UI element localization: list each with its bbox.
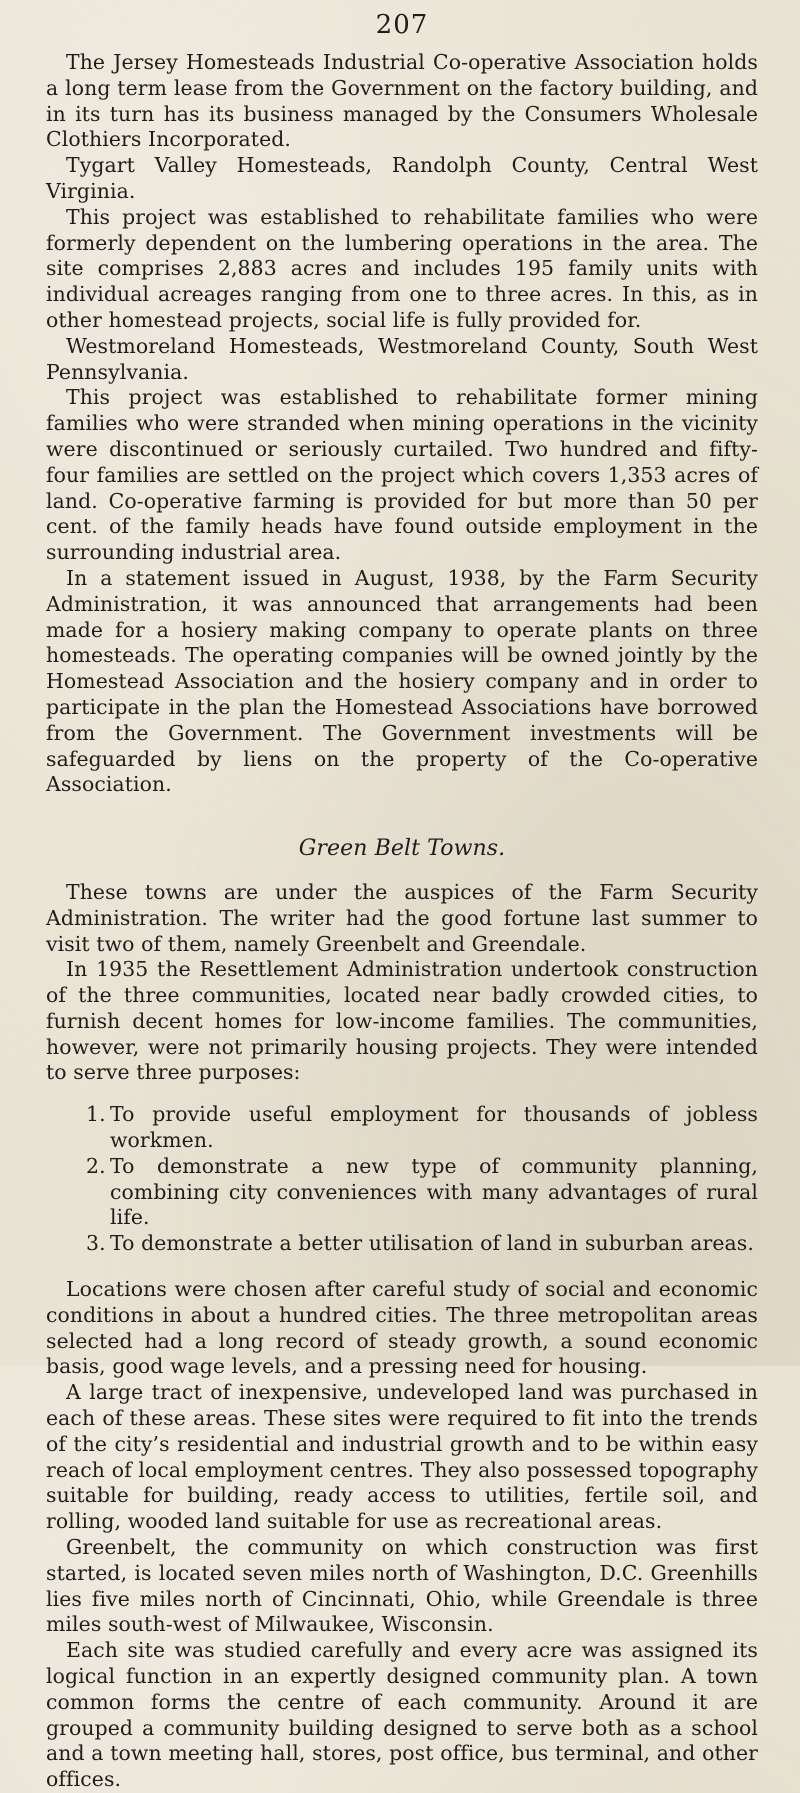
list-item-number: 3. <box>86 1231 106 1256</box>
list-item-text: To provide useful employment for thousands of jobless workmen. <box>110 1102 758 1153</box>
paragraph: A large tract of inexpensive, undeveloped land was purchased in each of these areas. These sites were required to fit into the trends of the city’s residential and industrial growth and to be within easy reach of local employment centres. They also possessed topography suitable for building, ready access to utilities, fertile soil, and rolling, wooded land suitable for use as recreational areas. <box>46 1380 758 1534</box>
paragraph-subheading: Tygart Valley Homesteads, Randolph County, Central West Virginia. <box>46 153 758 203</box>
paragraph: Greenbelt, the community on which construction was first started, is located seven miles north of Washington, D.C. Greenhills lies five miles north of Cincinnati, Ohio, while Greendale is three miles south-west of Milwaukee, Wisconsin. <box>46 1535 758 1637</box>
paragraph: In 1935 the Resettlement Administration undertook construction of the three communities, located near badly crowded cities, to furnish decent homes for low-income families. The communities, however, were not primarily housing projects. They were intended to serve three purposes: <box>46 957 758 1085</box>
list-item-number: 1. <box>86 1102 106 1127</box>
paragraph-subheading: Westmoreland Homesteads, Westmoreland County, South West Pennsylvania. <box>46 333 758 384</box>
purpose-list <box>46 1102 758 1257</box>
paragraph: The Jersey Homesteads Industrial Co-operative Association holds a long term lease from the Government on the factory building, and in its turn has its business managed by the Consumers Wholesale Clothiers Incorporated. <box>46 50 758 152</box>
paragraph: This project was established to rehabilitate former mining families who were stranded when mining operations in the vicinity were discontinued or seriously curtailed. Two hundred and fifty-four families are settled on the project which covers 1,353 acres of land. Co-operative farming is provided for but more than 50 per cent. of the family heads have found outside employment in the surrounding industrial area. <box>46 385 758 565</box>
list-item-text: To demonstrate a new type of community planning, combining city conveniences with many advantages of rural life. <box>110 1153 758 1230</box>
list-item-text: To demonstrate a better utilisation of land in suburban areas. <box>110 1231 754 1256</box>
list-item-number: 2. <box>86 1153 106 1178</box>
paragraph: This project was established to rehabilitate families who were formerly dependent on the lumbering operations in the area. The site comprises 2,883 acres and includes 195 family units with individual acreages ranging from one to three acres. In this, as in other homestead projects, social life is fully provided for. <box>46 204 758 332</box>
paragraph: These towns are under the auspices of the Farm Security Administration. The writer had the good fortune last summer to visit two of them, namely Greenbelt and Greendale. <box>46 879 758 956</box>
section-heading: Green Belt Towns. <box>298 836 506 862</box>
list-item <box>46 1154 758 1231</box>
body-text <box>46 50 758 1793</box>
paragraph: Locations were chosen after careful study of social and economic conditions in about a hundred cities. The three metropolitan areas selected had a long record of steady growth, a sound economic basis, good wage levels, and a pressing need for housing. <box>46 1277 758 1379</box>
list-item <box>46 1231 758 1257</box>
list-item <box>46 1102 758 1154</box>
paragraph: Each site was studied carefully and every acre was assigned its logical function in an expertly designed community plan. A town common forms the centre of each community. Around it are grouped a community building designed to serve both as a school and a town meeting hall, stores, post office, bus terminal, and other offices. <box>46 1638 758 1792</box>
paragraph: In a statement issued in August, 1938, by the Farm Security Administration, it was announced that arrangements had been made for a hosiery making company to operate plants on three homesteads. The operating companies will be owned jointly by the Homestead Association and the hosiery company and in order to participate in the plan the Homestead Associations have borrowed from the Government. The Government investments will be safeguarded by liens on the property of the Co-operative Association. <box>46 565 758 797</box>
page-number: 207 <box>375 10 429 40</box>
